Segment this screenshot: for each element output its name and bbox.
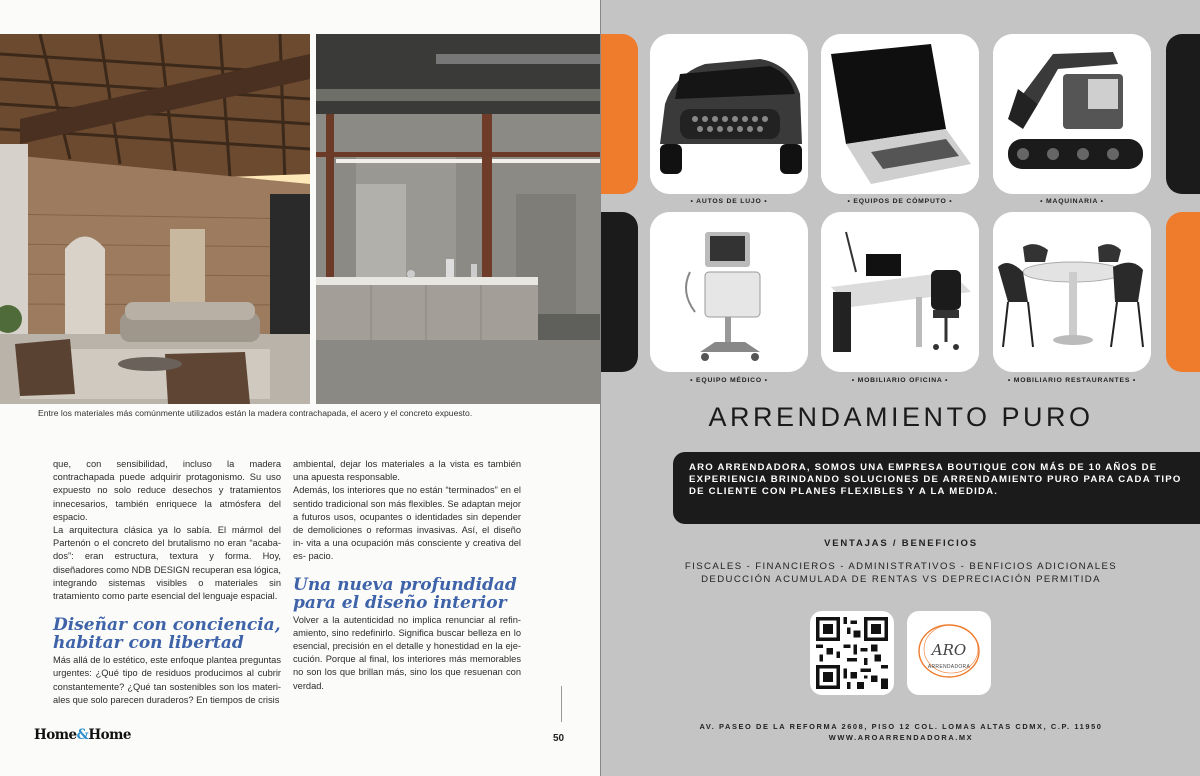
- ad-title: ARRENDAMIENTO PURO: [708, 402, 1094, 432]
- website-link[interactable]: WWW.AROARRENDADORA.MX: [828, 733, 974, 742]
- advertisement-page: [600, 0, 1200, 776]
- tile-label: • AUTOS DE LUJO •: [690, 198, 768, 205]
- article-column-1: [53, 458, 281, 707]
- benefits-heading: VENTAJAS / BENEFICIOS: [824, 538, 978, 549]
- tile-label: • MOBILIARIO RESTAURANTES •: [1007, 377, 1137, 384]
- paragraph: Volver a la autenticidad no implica renunciar al refin- amiento, sino redefinirlo. Significa buscar belleza en lo esencial, precisión en el detalle y honestidad en la eje- cución. Porque al final, los interiores más memorables no son los que brillan más, sino los que resuenan con verdad.: [293, 614, 521, 691]
- benefits-list: FISCALES - FINANCIEROS - ADMINISTRATIVOS - BENFICIOS ADICIONALES DEDUCCIÓN ACUMULADA DE RENTAS VS DEPRECIACIÓN PERMITIDA: [684, 561, 1118, 585]
- decor-block-dark: [600, 212, 638, 372]
- dining-set-icon: [993, 212, 1151, 372]
- company-description: ARO ARRENDADORA, SOMOS UNA EMPRESA BOUTIQUE CON MÁS DE 10 AÑOS DE EXPERIENCIA BRINDANDO SOLUCIONES DE ARRENDAMIENTO PURO PARA CADA TIPO DE CLIENTE CON PLANES FLEXIBLES Y A LA MEDIDA.: [673, 452, 1200, 524]
- article-column-2: [293, 458, 521, 693]
- decor-block-orange: [1166, 212, 1200, 372]
- concrete-kitchen-photo: [316, 34, 600, 404]
- section-heading: Una nueva profundidad para el diseño interior: [293, 574, 517, 613]
- laptop-icon: [821, 34, 979, 194]
- magazine-logo: Home&Home: [34, 727, 131, 743]
- paragraph: que, con sensibilidad, incluso la madera contrachapada puede adquirir protagonismo. Su uso expuesto no solo reduce desechos y tratamientos innecesarios, también enriquece la atmósfera del espacio.: [53, 459, 281, 522]
- page-number: 50: [553, 733, 565, 744]
- excavator-icon: [993, 34, 1151, 194]
- qr-code[interactable]: [810, 611, 894, 695]
- tile-label: • EQUIPOS DE CÓMPUTO •: [847, 198, 953, 205]
- svg-text:ARO: ARO: [931, 641, 967, 659]
- office-desk-icon: [821, 212, 979, 372]
- tile-label: • MAQUINARIA •: [1040, 198, 1104, 205]
- section-heading: Diseñar con conciencia, habitar con libertad: [53, 615, 281, 654]
- divider: [561, 686, 562, 722]
- paragraph: Además, los interiores que no están “terminados” en el sentido tradicional son más flexibles. Se adaptan mejor a futuros usos, ocupantes o identidades sin depender de demoliciones o reformas invasivas. Así, el diseño in- vita a una ocupación más consciente y creativa del es- pacio.: [293, 485, 521, 562]
- photo-caption: Entre los materiales más comúnmente utilizados están la madera contrachapada, el acero y el concreto expuesto.: [38, 408, 473, 418]
- paragraph: Más allá de lo estético, este enfoque plantea preguntas urgentes: ¿Qué tipo de residuos producimos al cubrir constantemente? ¿Qué tan sostenibles son los materi- ales que solo parecen duraderos? En tiempos de crisis: [53, 655, 281, 705]
- decor-block-orange: [600, 34, 638, 194]
- paragraph: La arquitectura clásica ya lo sabía. El mármol del Partenón o el concreto del brutalismo no eran “acaba- dos”: eran estructura, textura y forma. Hoy, diseñadores como NDB DESIGN recuperan esa lógica, integrando sistemas visibles o materiales sin tratamiento como parte esencial del lenguaje espacial.: [53, 525, 281, 602]
- tile-label: • MOBILIARIO OFICINA •: [851, 377, 949, 384]
- address: AV. PASEO DE LA REFORMA 2608, PISO 12 COL. LOMAS ALTAS CDMX, C.P. 11950 WWW.AROARRENDADORA.MX: [601, 721, 1200, 743]
- decor-block-dark: [1166, 34, 1200, 194]
- living-room-photo: [0, 34, 310, 404]
- car-icon: [650, 34, 808, 194]
- medical-equipment-icon: [650, 212, 808, 372]
- tile-label: • EQUIPO MÉDICO •: [690, 377, 768, 384]
- paragraph: ambiental, dejar los materiales a la vista es también una apuesta responsable.: [293, 459, 521, 483]
- aro-logo: ARO ARRENDADORA: [907, 611, 991, 695]
